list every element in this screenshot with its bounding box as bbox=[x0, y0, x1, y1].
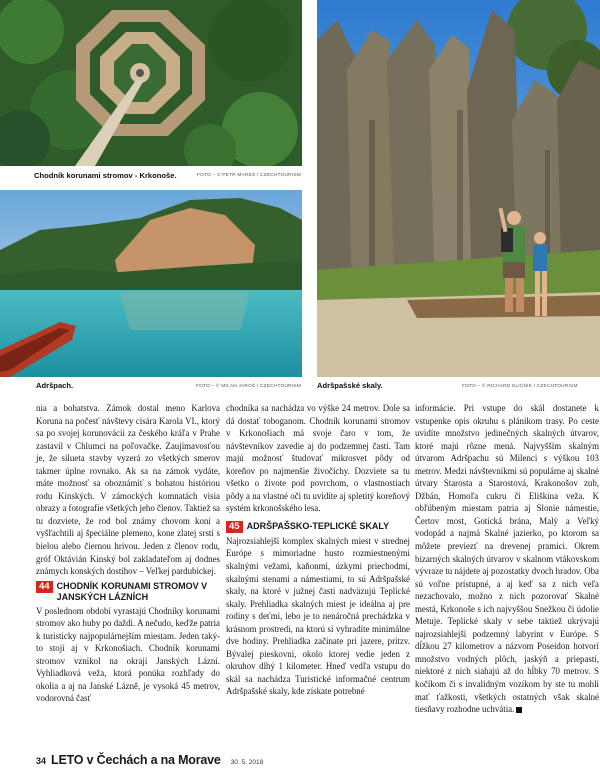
section-number-45: 45 bbox=[226, 521, 243, 533]
photo-adrspach-rocks bbox=[317, 0, 600, 377]
paragraph-section45-part1: Najrozsiahlejší komplex skalných miest v strednej Európe s mimoriadne husto rozmiestnenými skalnými vežami, kaňonmi, úzkymi priechodmi, skalnými stenami a námestiami, to sú Adršpašské skaly, na ktoré v južnej časti nadväzujú Teplické skaly. Prehliadka skalných miest je ideálna aj pre rodiny s deťmi, lebo je to nenáročná prechádzka v krásnom prostredí, na ktorú si vyhradíte minimálne dve hodiny. Prehliadka začínate pri jazere, pritzv. Bývalej pieskovni, okolo ktorej vedie jeden z okruhov dlhý 1 kilometer. Hneď vedľa vstupu do skál sa nachádza Turistické informačné centrum Adršpašské skaly, kde získate potrebné bbox=[226, 535, 410, 697]
photo-adrspach-lake bbox=[0, 190, 302, 377]
section-title-44: CHODNÍK KORUNAMI STROMOV V JANSKÝCH LÁZNÍCH bbox=[56, 580, 208, 602]
caption-adrspach: Adršpach. bbox=[36, 381, 74, 390]
section-heading-45 bbox=[226, 521, 410, 533]
magazine-title: LETO v Čechách a na Morave bbox=[51, 753, 221, 767]
paragraph-section45-part2 bbox=[415, 402, 599, 716]
credit-treetop: FOTO – © PETR MAREŠ / CZECHTOURISM bbox=[197, 173, 301, 178]
paragraph-section44-part2: chodníka sa nachádza vo výške 24 metrov. Dole sa dá dostať toboganom. Chodník korunami stromov v Krkonošiach má svoje čaro v tom, že návštevníkov zavedie aj do podzemnej časti. Tam majú možnosť študovať mikrosvet pôdy od koreňov po najmenšie živočíchy. Dozviete sa tu všetko o živote pod povrchom, o vlastnostiach pôdy a na vlastné oči tu uvidíte aj spletitý koreňový systém krkonošského lesa. bbox=[226, 403, 410, 514]
issue-date: 30. 5. 2018 bbox=[230, 759, 264, 766]
caption-treetop: Chodník korunami stromov - Krkonoše. bbox=[34, 171, 177, 180]
section-heading-44 bbox=[36, 581, 220, 603]
section-title-45: ADRŠPAŠSKO-TEPLICKÉ SKALY bbox=[246, 520, 390, 531]
page-footer bbox=[36, 753, 263, 767]
text-column-1 bbox=[36, 402, 220, 705]
credit-adrspach: FOTO – © MILAN JAROŠ / CZECHTOURISM bbox=[196, 384, 301, 389]
page-number: 34 bbox=[36, 756, 47, 766]
paragraph-intro: nia a bohatstva. Zámok dostal meno Karlova Koruna na počesť návštevy cisára Karola VI., ktorý sa po svojej korunovácii za českého kráľa v Prahe zastavil v Chlumci na poľovačke. Zaujímavosťou je, že silueta stavby vyzerá zo všetkých smerov takmer úplne rovnako. Ak sa na zámok vydáte, máte možnosť sa oboznámiť s bohatou históriou rodu Kinských. V zámockých komnatách visia obrazy a fotografie všetkých jeho členov. Taktiež sa tu dozviete, že rod bol známy chovom koní a vyšľachtili aj špeciálne plemeno, kone zlatej srsti s bielou alebo čiernou hrivou. Jeden z členov rodu, gróf Oktávián Kinský bol zakladateľom aj dodnes známych konských dostihov – Veľkej pardubickej. bbox=[36, 403, 220, 577]
text-column-3 bbox=[415, 402, 599, 716]
end-mark-icon bbox=[516, 707, 522, 713]
credit-rocks: FOTO – © RICHARD KLIČNÍK / CZECHTOURISM bbox=[462, 384, 578, 389]
paragraph-section44-part1: V poslednom období vyrastajú Chodníky korunami stromov ako huby po daždi. A nečudo, keďže patria k turisticky najpopulárnejším miestam. Jeden taký-to stojí aj v Krkonošiach. Chodník korunami stromov vznikol na okraji Janských Lázní. Vyhliadková veža, ktorá ponúka rozhľady do okolia a aj na Janské Lázně, je vysoká 45 metrov, vodorovná časť bbox=[36, 605, 220, 704]
caption-rocks: Adršpašské skaly. bbox=[317, 381, 383, 390]
section-number-44: 44 bbox=[36, 581, 53, 593]
photo-treetop-walkway bbox=[0, 0, 302, 166]
section45-continued-text: informácie. Pri vstupe do skál dostanete k vstupenke opis okruhu s plánikom trasy. Po ceste uvidíte množstvo jedinečných skalných útvarov, ktoré majú rôzne mená. Najvyšším skalným útvarom Adršpachu sú Milenci s výškou 103 metrov. Medzi návštevníkmi sú populárne aj skalné útvary Starosta a Starostová, Krakonošov zub, Džbán, Homoľa cukru či Eliškina veža. K obľúbeným miestam patria aj Slonie námestie, Čertov most, Gotická brána, Malý a Veľký vodopád a najmä Skalné jazierko, po ktorom sa môžete previezť na drevenej pramici. Okrem bizarných skalných útvarov v skalnom vtákovskom vývraze tu nájdete aj pozostatky dvoch hradov. Oba sú voľne prístupné, a aj keď sa z nich veľa nezachovalo, možno z nich pozorovať Skalné mestá, Krkonoše s ich najvyššou Snežkou či údolie Metuje. Teplické skaly v sebe taktiež ukrývajú najrozsiahlejší podzemný labyrint v Európe. S dĺžkou 27 kilometrov a názvom Poseidon hotvorí množstvo vodných plôch, jaskýň a priepastí, niektoré z nich siahajú až do hĺbky 70 metrov. S kočíkom či s invalidným vozíkom by ste tu mohli mať ťažkosti, všetkých ostatných však skalné tiesňavy rozhodne uchvátia. bbox=[415, 403, 599, 715]
text-column-2 bbox=[226, 402, 410, 698]
